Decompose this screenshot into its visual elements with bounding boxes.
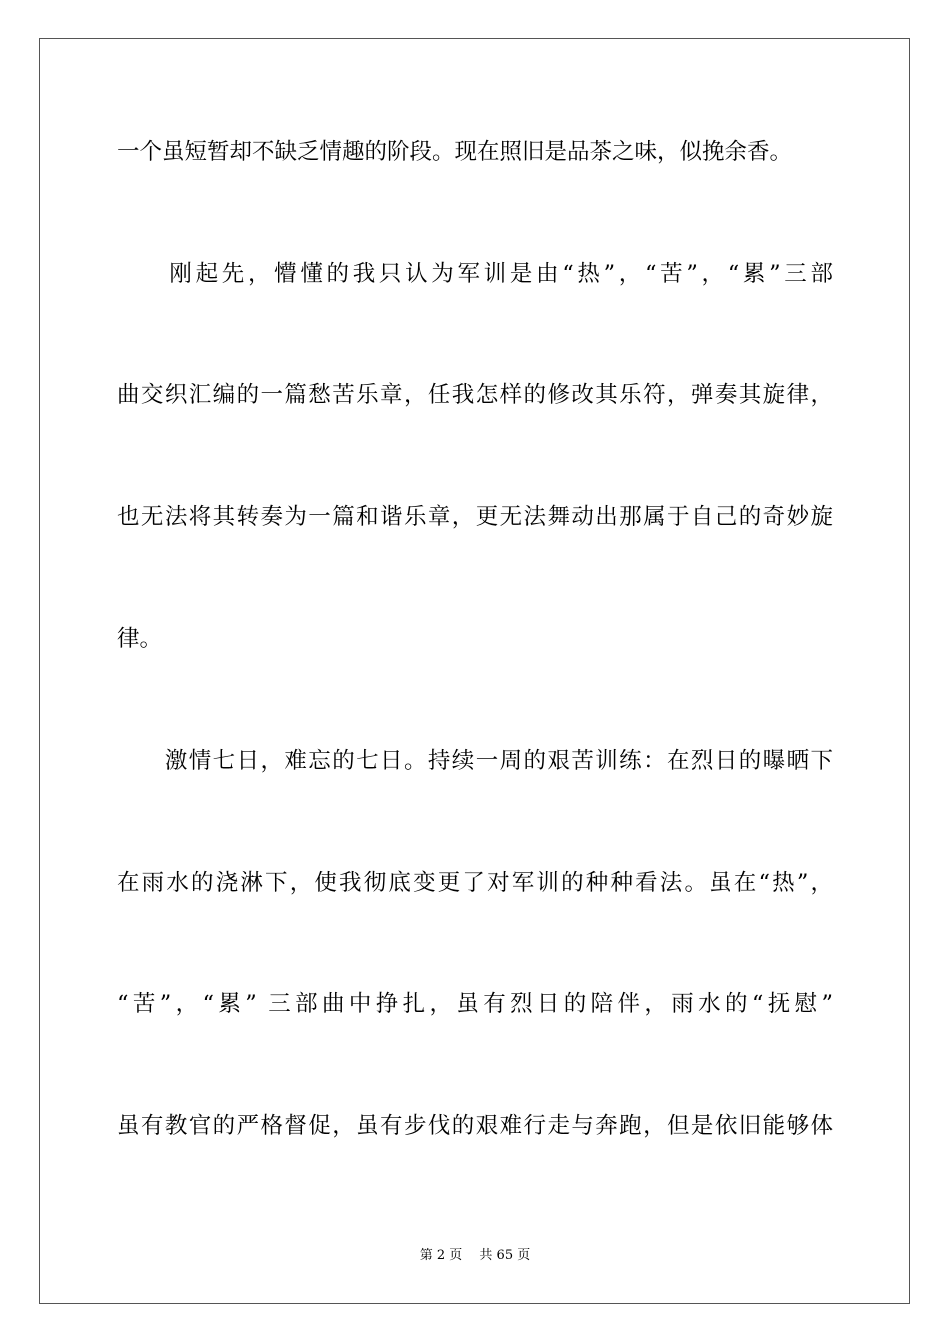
- text-line-6: 激情七日，难忘的七日。持续一周的艰苦训练：在烈日的曝晒下: [117, 748, 833, 774]
- page-number-footer: 第 2 页 共 65 页: [419, 1248, 531, 1263]
- text-line-5: 律。: [117, 626, 163, 652]
- text-line-8: “苦”，“累” 三部曲中挣扎，虽有烈日的陪伴，雨水的“抚慰”: [117, 991, 833, 1017]
- text-line-1: 一个虽短暂却不缺乏情趣的阶段。现在照旧是品茶之味，似挽余香。: [117, 139, 793, 165]
- text-line-3: 曲交织汇编的一篇愁苦乐章，任我怎样的修改其乐符，弹奏其旋律，: [117, 382, 833, 408]
- text-line-2: 刚起先，懵懂的我只认为军训是由“热”，“苦”，“累”三部: [117, 261, 833, 287]
- text-line-4: 也无法将其转奏为一篇和谐乐章，更无法舞动出那属于自己的奇妙旋: [117, 504, 833, 530]
- text-line-9: 虽有教官的严格督促，虽有步伐的艰难行走与奔跑，但是依旧能够体: [117, 1113, 833, 1139]
- text-line-7: 在雨水的浇淋下，使我彻底变更了对军训的种种看法。虽在“热”，: [117, 870, 833, 896]
